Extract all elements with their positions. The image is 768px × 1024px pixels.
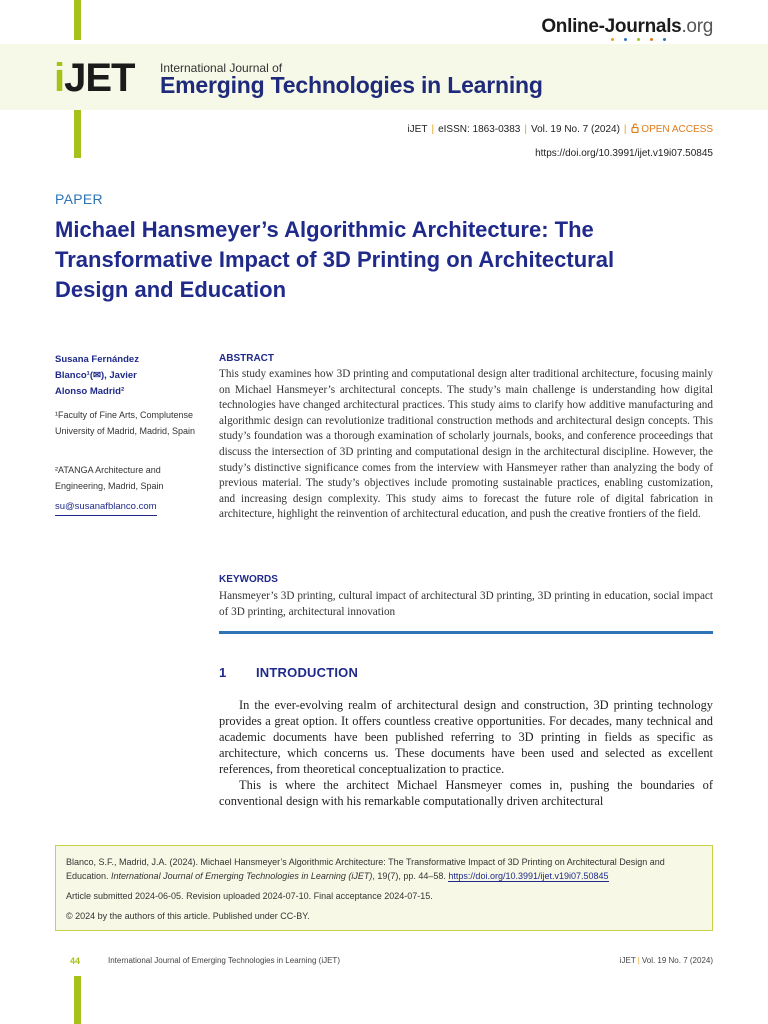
article-type-label: PAPER bbox=[55, 191, 103, 207]
page-number: 44 bbox=[70, 956, 81, 966]
introduction-body bbox=[219, 697, 713, 809]
paragraph: This is where the architect Michael Hansmeyer comes in, pushing the boundaries of conventional design with his remarkable computationally driven architectural bbox=[219, 778, 713, 808]
citation-doi-link[interactable]: https://doi.org/10.3991/ijet.v19i07.50845 bbox=[448, 871, 609, 881]
article-history: Article submitted 2024-06-05. Revision uploaded 2024-07-10. Final acceptance 2024-07-15. bbox=[66, 891, 433, 901]
decorative-bar-top bbox=[74, 0, 81, 40]
volume-issue: Vol. 19 No. 7 (2024) bbox=[530, 124, 620, 135]
journal-name: Emerging Technologies in Learning bbox=[160, 72, 543, 98]
corresponding-email-link[interactable]: su@susanafblanco.com bbox=[55, 500, 157, 516]
journal-name-prefix: International Journal of bbox=[160, 61, 283, 75]
citation-box bbox=[55, 845, 713, 931]
open-access-icon bbox=[631, 124, 639, 135]
author-list: Susana Fernández Blanco¹(✉), Javier Alonso Madrid² bbox=[55, 354, 139, 397]
publisher-logo-dots bbox=[611, 38, 666, 41]
footer-journal-name: International Journal of Emerging Technologies in Learning (iJET) bbox=[108, 956, 340, 965]
logo-dot bbox=[650, 38, 653, 41]
issue-meta-line: iJET | eISSN: 1863-0383 | Vol. 19 No. 7 (2024) | OPEN ACCESS bbox=[407, 124, 713, 135]
section-number: 1 bbox=[219, 665, 227, 680]
logo-dot bbox=[624, 38, 627, 41]
ijet-logo: iJET bbox=[54, 56, 135, 100]
open-access-label: OPEN ACCESS bbox=[641, 124, 713, 135]
publisher-logo[interactable]: Online-Journals.org bbox=[541, 16, 713, 37]
logo-dot bbox=[663, 38, 666, 41]
decorative-bar-middle bbox=[74, 110, 81, 158]
footer-issue: iJET | Vol. 19 No. 7 (2024) bbox=[619, 956, 713, 965]
affiliation-2: ²ATANGA Architecture and Engineering, Madrid, Spain bbox=[55, 465, 164, 491]
decorative-bar-bottom bbox=[74, 976, 81, 1024]
keywords-heading: KEYWORDS bbox=[219, 574, 278, 585]
eissn: eISSN: 1863-0383 bbox=[438, 124, 521, 135]
abstract-heading: ABSTRACT bbox=[219, 353, 274, 364]
license-statement: © 2024 by the authors of this article. Published under CC-BY. bbox=[66, 911, 310, 921]
citation-text: Blanco, S.F., Madrid, J.A. (2024). Michael Hansmeyer’s Algorithmic Architecture: The Transformative Impact of 3D Printing on Architectural Design and Education. International Journal of Emerging Technologies in Learning (iJET), 19(7), pp. 44–58. https://doi.org/10.3991/ijet.v19i07.50845 bbox=[66, 857, 665, 881]
keywords-text: Hansmeyer’s 3D printing, cultural impact of architectural 3D printing, 3D printing in education, social impact of 3D printing, architectural innovation bbox=[219, 590, 713, 618]
affiliation-1: ¹Faculty of Fine Arts, Complutense University of Madrid, Madrid, Spain bbox=[55, 410, 196, 436]
section-divider bbox=[219, 631, 713, 634]
section-title: INTRODUCTION bbox=[256, 665, 359, 680]
paragraph: In the ever-evolving realm of architectural design and construction, 3D printing technology provides a great option. It offers countless creative opportunities. For decades, many technical and academic documents have been published referring to 3D printing in fields as specific as architecture, which concerns us. These documents have been used and selected as excellent references, from theoretical conceptualization to practice. bbox=[219, 698, 713, 776]
article-title: Michael Hansmeyer’s Algorithmic Architecture: The Transformative Impact of 3D Printing on Architectural Design and Education bbox=[55, 217, 615, 302]
doi-link[interactable]: https://doi.org/10.3991/ijet.v19i07.50845 bbox=[535, 148, 713, 159]
journal-abbr: iJET bbox=[407, 124, 428, 135]
logo-dot bbox=[611, 38, 614, 41]
logo-dot bbox=[637, 38, 640, 41]
abstract-text: This study examines how 3D printing and computational design alter traditional architecture, focusing mainly on Michael Hansmeyer’s architectural concepts. The study’s main challenge is understanding how digital technologies have changed architectural practices. This study aims to clarify how additive manufacturing and algorithmic design can revolutionize traditional construction methods and architectural design concepts. This study’s foundation was a thorough examination of scholarly journals, books, and conference proceedings that discuss the intersection of 3D printing and computational design in the architectural discipline. However, the study’s distinctive significance comes from the interview with Hansmeyer rather than analyzing the body of previous material. The study’s objectives include promoting sustainable practices, enabling customization, and increasing design complexity. This study aims to forecast the future role of digital fabrication in architecture, highlight the reinvention of architectural education, and push the creative frontiers of the field. bbox=[219, 368, 713, 521]
